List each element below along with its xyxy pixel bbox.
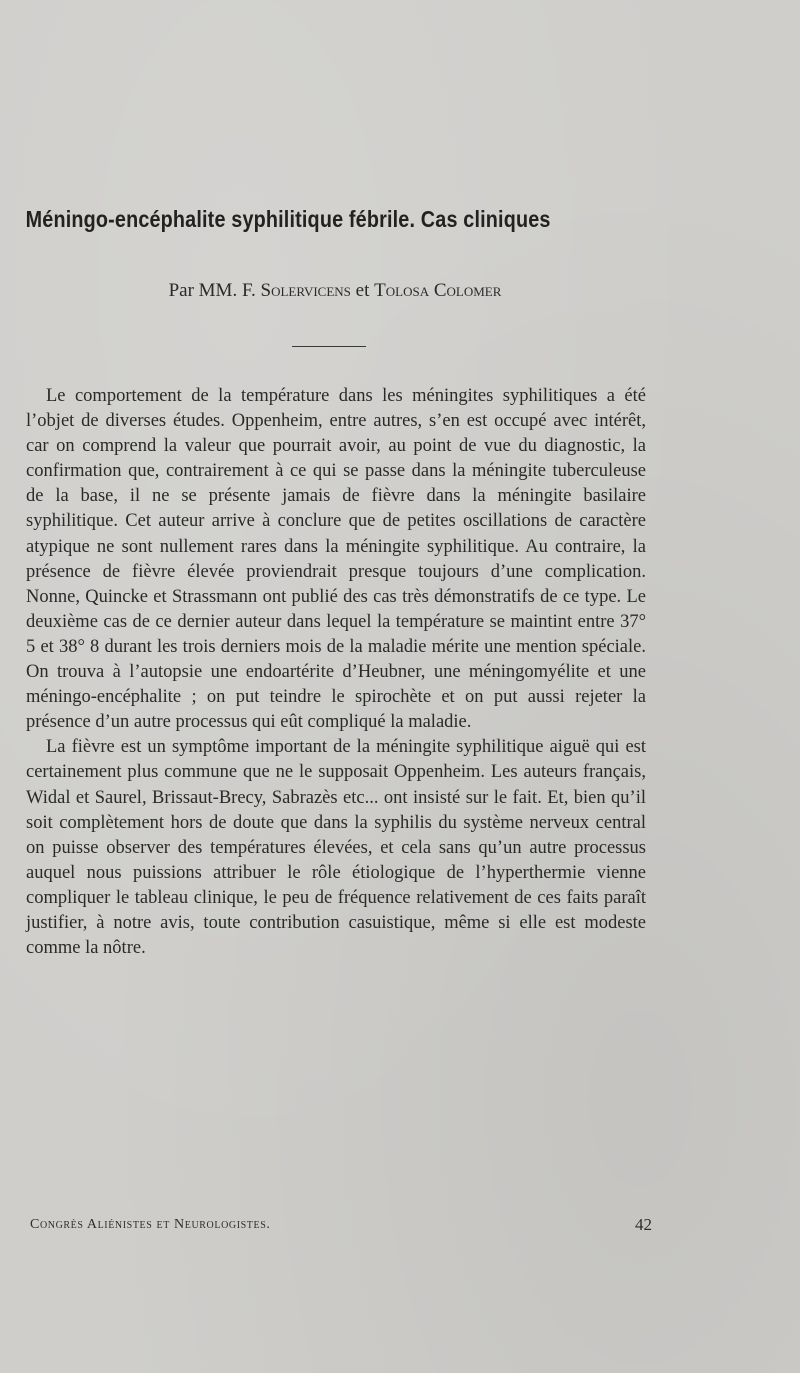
page-footer xyxy=(30,1215,652,1239)
title-separator-rule xyxy=(292,346,366,347)
footer-signature: Congrès Aliénistes et Neurologistes. xyxy=(30,1217,271,1232)
article-title: Méningo-encéphalite syphilitique fébrile. Cas cliniques xyxy=(25,206,551,232)
body-paragraph: Le comportement de la température dans les méningites syphilitiques a été l’objet de diverses études. Oppenheim, entre autres, s’en est occupé avec intérêt, car on comprend la valeur que pourrait avoir, au point de vue du diagnostic, la confirmation que, contrairement à ce qui se passe dans la méningite tuberculeuse de la base, il ne se présente jamais de fièvre dans la méningite basilaire syphilitique. Cet auteur arrive à conclure que de petites oscillations de caractère atypique ne sont nullement rares dans la méningite syphilitique. Au contraire, la présence de fièvre élevée proviendrait presque toujours d’une complication. Nonne, Quincke et Strassmann ont publié des cas très démonstratifs de ce type. Le deuxième cas de ce dernier auteur dans lequel la température se maintint entre 37° 5 et 38° 8 durant les trois derniers mois de la maladie mérite une mention spéciale. On trouva à l’autopsie une endoartérite d’Heubner, une méningomyélite et une méningo-encéphalite ; on put teindre le spirochète et on put aussi rejeter la présence d’un autre processus qui eût compliqué la maladie. xyxy=(26,386,646,733)
authors-conjunction: et xyxy=(355,280,370,301)
author-name-2: Tolosa Colomer xyxy=(374,280,502,301)
authors-prefix: Par MM. F. xyxy=(168,280,256,301)
footer-signature-number: 42 xyxy=(635,1215,652,1234)
authors-line xyxy=(0,280,670,302)
body-paragraph: La fièvre est un symptôme important de la méningite syphilitique aiguë qui est certainement plus commune que ne le supposait Oppenheim. Les auteurs français, Widal et Saurel, Brissaut-Brecy, Sabrazès etc... ont insisté sur le fait. Et, bien qu’il soit complètement hors de doute que dans la syphilis du système nerveux central on puisse observer des températures élevées, et cela sans qu’un autre processus auquel nous puissions attribuer le rôle étiologique de l’hyperthermie vienne compliquer le tableau clinique, le peu de fréquence relativement de ces faits paraît justifier, à notre avis, toute contribution casuistique, même si elle est modeste comme la nôtre. xyxy=(26,737,646,959)
article-body xyxy=(26,384,646,961)
author-name-1: Solervicens xyxy=(260,280,351,301)
